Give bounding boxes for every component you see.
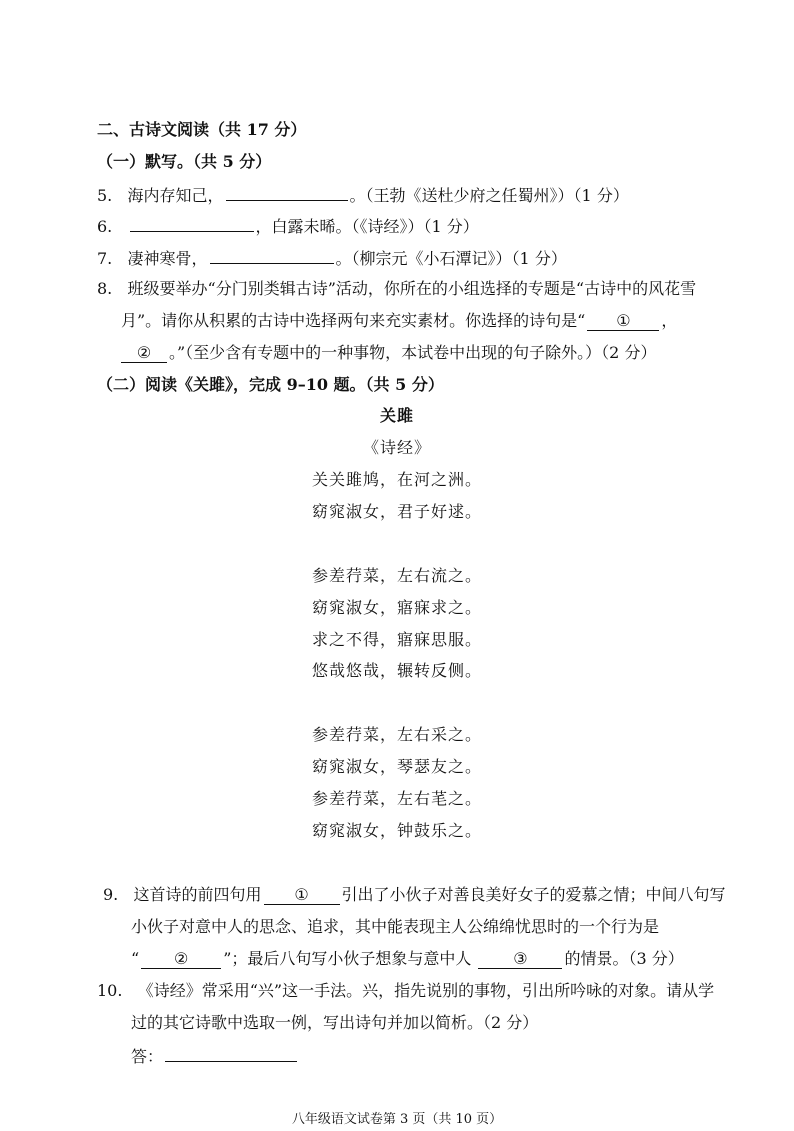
question-text: 这首诗的前四句用 (133, 885, 262, 904)
question-9-line-3 (131, 949, 684, 969)
poem-line: 参差荇菜，左右流之。 (311, 566, 482, 585)
part2-heading: （二）阅读《关雎》，完成 9–10 题。（共 5 分） (97, 375, 444, 394)
question-8-line-2 (121, 311, 677, 331)
question-10-line-1 (97, 981, 714, 1001)
poem-line: 悠哉悠哉，辗转反侧。 (311, 661, 482, 680)
question-number: 8. (97, 279, 113, 298)
question-number: 6. (97, 217, 113, 236)
question-text: “ (131, 949, 140, 968)
page-footer: 八年级语文试卷第 3 页（共 10 页） (291, 1112, 503, 1127)
question-8-line-1 (97, 279, 696, 299)
question-number: 9. (103, 885, 119, 904)
question-number: 5. (97, 186, 113, 205)
question-number: 10. (97, 981, 123, 1000)
section-title: 二、古诗文阅读（共 17 分） (97, 120, 307, 139)
poem-source: 《诗经》 (362, 438, 431, 457)
answer-blank-1[interactable]: ① (587, 312, 659, 331)
poem-line: 求之不得，寤寐思服。 (311, 630, 482, 649)
question-text: ，白露未晞。（《诗经》）（1 分） (255, 217, 479, 236)
question-text: 。”（至少含有专题中的一种事物，本试卷中出现的句子除外。）（2 分） (169, 343, 657, 362)
answer-line (131, 1045, 299, 1067)
answer-blank[interactable] (210, 247, 334, 264)
poem-line: 参差荇菜，左右芼之。 (311, 789, 482, 808)
question-text: 的情景。（3 分） (564, 949, 684, 968)
question-text: ”；最后八句写小伙子想象与意中人 (223, 949, 472, 968)
question-text: 引出了小伙子对善良美好女子的爱慕之情；中间八句写 (341, 885, 726, 904)
question-6 (97, 215, 479, 237)
question-5 (97, 184, 629, 206)
poem-line: 关关雎鸠，在河之洲。 (311, 470, 482, 489)
question-8-line-3 (121, 343, 656, 363)
answer-blank-3[interactable]: ③ (478, 950, 562, 969)
question-9-line-1 (103, 885, 726, 905)
question-text: 。（柳宗元《小石潭记》）（1 分） (335, 249, 567, 268)
question-text: 班级要举办“分门别类辑古诗”活动，你所在的小组选择的专题是“古诗中的风花雪 (127, 279, 697, 298)
question-text: 。（王勃《送杜少府之任蜀州》）（1 分） (349, 186, 629, 205)
answer-blank-2[interactable]: ② (141, 950, 221, 969)
answer-blank[interactable] (165, 1045, 297, 1062)
part1-heading: （一）默写。（共 5 分） (97, 152, 272, 171)
poem-title: 关雎 (379, 406, 414, 425)
answer-label: 答： (131, 1047, 164, 1066)
answer-blank[interactable] (130, 215, 254, 232)
question-9-line-2: 小伙子对意中人的思念、追求，其中能表现主人公绵绵忧思时的一个行为是 (131, 917, 660, 936)
poem-line: 窈窕淑女，君子好逑。 (311, 502, 482, 521)
question-text: ， (661, 311, 678, 330)
poem-line: 参差荇菜，左右采之。 (311, 725, 482, 744)
answer-blank-2[interactable]: ② (121, 344, 167, 363)
answer-blank[interactable] (226, 184, 348, 201)
question-text: 《诗经》常采用“兴”这一手法。兴，指先说别的事物，引出所吟咏的对象。请从学 (137, 981, 715, 1000)
question-10-line-2: 过的其它诗歌中选取一例，写出诗句并加以简析。（2 分） (131, 1013, 539, 1032)
question-text: 海内存知己， (127, 186, 224, 205)
question-number: 7. (97, 249, 113, 268)
poem-line: 窈窕淑女，寤寐求之。 (311, 598, 482, 617)
answer-blank-1[interactable]: ① (264, 886, 340, 905)
poem-line: 窈窕淑女，琴瑟友之。 (311, 757, 482, 776)
question-7 (97, 247, 567, 269)
question-text: 凄神寒骨， (127, 249, 208, 268)
poem-line: 窈窕淑女，钟鼓乐之。 (311, 821, 482, 840)
question-text: 月”。请你从积累的古诗中选择两句来充实素材。你选择的诗句是“ (121, 311, 586, 330)
